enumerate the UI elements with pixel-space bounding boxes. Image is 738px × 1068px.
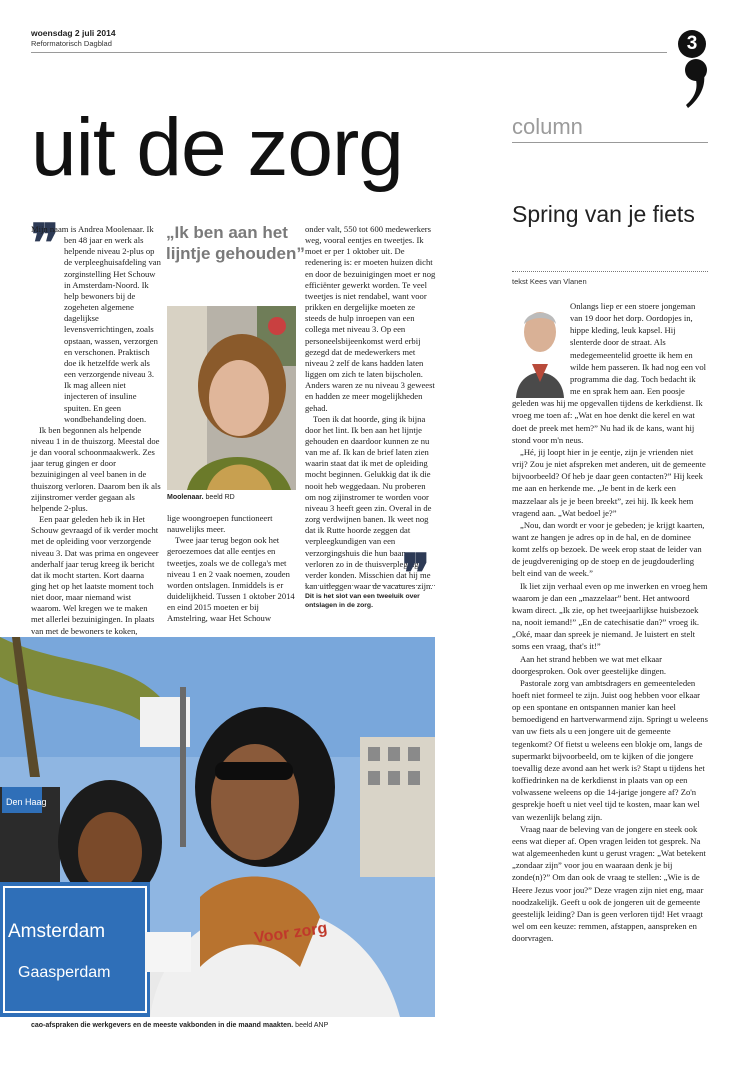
photo-caption <box>31 1022 328 1029</box>
series-end-note: Dit is het slot van een tweeluik over ontslagen in de zorg. <box>305 593 420 609</box>
banner-voor-zorg: Voor zorg <box>253 919 329 947</box>
column-paragraph-1: Onlangs liep er een stoere jongeman van 19 door het dorp. Oordopjes in, hippe kleding, leuk kapsel. Hij slenterde door de straat. Als medegemeentelid groette ik hem en wilde hem passeren. Ik had nog een vol programma die dag. Toch bedacht ik me en sprak hem aan. Een poosje geleden was hij me opgevallen tijdens de kerkdienst. Ik vroeg me toen af: „Wat en hoe denkt die kerel en wat doet de preek met hem?” Nu had ik de kans, want hij stond voor m'n neus. <box>512 301 707 445</box>
sign-den-haag: Den Haag <box>6 797 47 807</box>
author-photo-spacer <box>512 300 570 396</box>
article-paragraph: onder valt, 550 tot 600 medewerkers weg, vooral eentjes en tweetjes. Ik moet er per 1 oktober uit. De redenering is: er moeten huizen dicht en door de bezuinigingen moet er nog efficiënter gewerkt worden. Te veel tweetjes is niet rendabel, want voor prikken en dergelijke moeten ze steeds de hulp inroepen van een collega met niveau 3. Op een personeelsbijeenkomst werd erbij gezegd dat de medewerkers met niveau 2 zelf de kans hadden laten liggen om zich te laten bijscholen. Anders waren ze nu niveau 3 geweest en hadden ze meer mogelijkheden gehad. <box>305 224 436 413</box>
column-paragraph-3: „Nou, dan wordt er voor je gebeden; je krijgt kaarten, want ze hangen je adres op in de hal, en de dominee komt zelfs op bezoek. De week erop staat de leider van de jeugdvereniging op de stoep en de jeugdouderling belt eind van de week.” <box>512 519 705 579</box>
column-paragraph-7: Vraag naar de beleving van de jongere en steek ook eens wat dieper af. Open vragen leiden tot gesprek. Na wat algemeenheden kunt u gerust vragen: „Wat betekent „zondaar zijn” voor jou en waaraan denk je bij zonde(n)?” Om dan ook de vraag te stellen: „Wie is de Heere Jezus voor jou?” Deze vragen zijn niet eng, maar noodzakelijk. Geeft u ook de jongeren uit de gemeente geestelijk leiding? Dan is geen verloren tijd! Het vraagt wel om een keuze: remmen, afstappen, aanspreken en doorvragen. <box>512 823 706 944</box>
column-body <box>512 300 708 944</box>
column-byline-divider <box>512 271 708 272</box>
article-column-3 <box>305 224 436 592</box>
photo-caption-text: cao-afspraken die werkgevers en de meeste vakbonden in die maand maakten. <box>31 1022 294 1029</box>
article-column-1 <box>31 224 161 693</box>
page-number-badge: 3 <box>678 30 706 58</box>
column-label: column <box>512 114 583 139</box>
article-paragraph: Toen ik dat hoorde, ging ik bijna door het lint. Ik ben aan het lijntje gehouden en daardoor kunnen ze nu van me af. Ik kan de brief laten zien waarin staat dat ik met de opleiding mocht beginnen. Gelukkig dat ik die nooit heb weggedaan. Nu proberen om nog zijinstromer te worden voor niveau 3 heeft geen zin. Overal in de zorg verdwijnen banen. Ik weet nog dat ik Rutte hoorde zeggen dat verpleegkundigen van een verzorgingshuis die hun baan verloren zo in de thuisverpleging verder konden. Misschien dat hij me kan uitleggen waar de vacatures zijn. <box>305 413 433 591</box>
column-paragraph-6: Pastorale zorg van ambtsdragers en gemeenteleden hoeft niet formeel te zijn. Juist oog hebben voor elkaar op een spontane en ontspannen manier kan heel bemoedigend en hartverwarmend zijn. Springt u weleens van uw fiets als u een jongere uit de gemeente tegenkomt? Of fietst u weleens een blokje om, langs de supermarkt bijvoorbeeld, om te kijken of die jongere toevallig deze avond aan het werk is? Stapt u tijdens het koffiedrinken na de kerkdienst in plaats van op een volwassene weleens op die 14-jarige jongere af? Zo'n gesprekje hoeft u niet veel tijd te kosten, maar kan wel van wezenlijk belang zijn. <box>512 677 708 822</box>
column-paragraph-2: „Hé, jij loopt hier in je eentje, zijn je vrienden niet vrij? Zou je niet afspreken met anderen, uit de gemeente bijvoorbeeld? Of heb je daar geen contacten?” Hij keek me aan en herkende me. „Je bent in de kerk een mazzelaar als je je been breekt”, zei hij. Ik keek hem vragend aan. „Wat bedoel je?” <box>512 446 706 518</box>
column-label-divider <box>512 142 708 143</box>
comma-logo-icon <box>682 48 710 110</box>
portrait-caption <box>167 494 235 501</box>
sign-amsterdam: Amsterdam <box>8 921 106 942</box>
sign-gaasperdam: Gaasperdam <box>18 964 111 981</box>
pull-quote: „Ik ben aan het lijntje gehouden” <box>166 223 305 263</box>
publication-date: woensdag 2 juli 2014 <box>31 28 116 38</box>
section-title: uit de zorg <box>31 102 403 193</box>
column-byline: tekst Kees van Vlanen <box>512 277 587 286</box>
column-headline: Spring van je fiets <box>512 201 695 227</box>
column-paragraph-4: Ik liet zijn verhaal even op me inwerken en vroeg hem waarom je dan een „mazzelaar” bent. Het antwoord kwam direct. „Ik zie, op het tweejaarlijkse huisbezoek na, nooit iemand!” „En de catechisatie dan?” vroeg ik. „Oké, maar dan spreek je niemand. Je luistert en stelt soms een vraag, that's it!” <box>512 580 708 652</box>
photo-caption-credit: beeld ANP <box>295 1022 329 1029</box>
newspaper-name: Reformatorisch Dagblad <box>31 39 112 48</box>
column-paragraph-5: Aan het strand hebben we wat met elkaar doorgesproken. Ook over geestelijke dingen. <box>512 653 667 676</box>
close-quote-icon: ❞ <box>402 545 424 603</box>
portrait-photo <box>167 306 296 490</box>
article-paragraph: Twee jaar terug begon ook het geroezemoes dat alle eentjes en tweetjes, zoals we de collega's met niveau 1 en 2 vaak noemen, zouden worden ontslagen. Inmiddels is er duidelijkheid. Tussen 1 oktober 2014 en eind 2015 moeten er bij Amstelring, waar Het Schouw <box>167 535 295 624</box>
article-paragraph: Mijn naam is Andrea Moolenaar. Ik ben 48 jaar en werk als helpende niveau 2-plus op de verpleeghuisafdeling van zorginstelling Het Schouw in Amsterdam-Noord. Ik help bewoners bij de zogeheten algemene dagelijkse levensverrichtingen, zoals opstaan, wassen, verzorgen en verschonen. Praktisch doe ik hetzelfde werk als een verzorgende niveau 3. Ik mag alleen niet injecteren of insuline spuiten. En geen wondbehandeling doen. <box>31 224 161 424</box>
header-divider <box>31 52 667 53</box>
article-paragraph: lige woongroepen functioneert nauwelijks meer. <box>167 513 273 535</box>
article-paragraph: Ik ben begonnen als helpende niveau 1 in de thuiszorg. Meestal doe je dan vooral schoonmaakwerk. Zes jaar terug gingen er door bezuinigingen al veel banen in de thuiszorg verloren. Daarom ben ik als zijinstromer verder gegaan als helpende 2-plus. <box>31 424 161 513</box>
article-paragraph: Een paar geleden heb ik in Het Schouw gevraagd of ik verder mocht met de opleiding voor verzorgende niveau 3. Dat was prima en ongeveer anderhalf jaar terug kreeg ik bericht dat ik mocht starten. Kort daarna ging het op het laatste moment toch niet door, maar niemand wist waarom. Wel kregen we te maken met allerlei bezuinigingen. In plaats van met de bewoners te koken, <box>31 514 159 636</box>
open-quote-icon: ❞ <box>31 215 53 273</box>
portrait-caption-credit: beeld RD <box>205 494 235 501</box>
portrait-caption-name: Moolenaar. <box>167 494 204 501</box>
protest-photo <box>0 637 435 1017</box>
end-note-divider <box>305 585 435 586</box>
article-column-2 <box>167 513 297 625</box>
